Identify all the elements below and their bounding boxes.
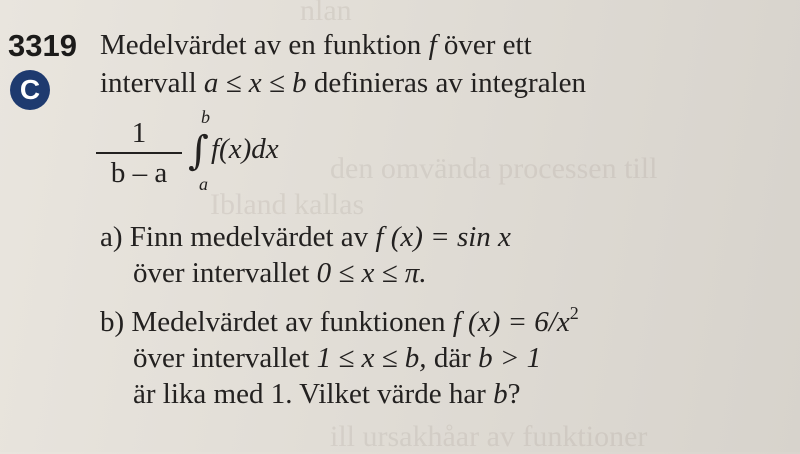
intro-text: Medelvärdet av en funktion bbox=[100, 29, 429, 61]
integral-upper-limit: b bbox=[201, 107, 210, 127]
intro-text: över ett bbox=[436, 29, 532, 61]
integrand: f(x)dx bbox=[211, 133, 279, 165]
intro-text: intervall bbox=[100, 67, 204, 99]
part-b-text: är lika med 1. Vilket värde har bbox=[133, 378, 494, 410]
part-b-text: Medelvärdet av funktionen bbox=[131, 306, 453, 338]
part-a-line-1 bbox=[100, 221, 511, 254]
part-a-line-2 bbox=[133, 257, 427, 290]
part-b-function: f (x) = 6/x bbox=[452, 306, 570, 338]
intro-line-1 bbox=[100, 29, 532, 62]
part-b-variable: b bbox=[493, 378, 508, 410]
part-b-text: ? bbox=[507, 378, 521, 410]
part-a-text: över intervallet bbox=[133, 257, 317, 289]
part-a-interval: 0 ≤ x ≤ π. bbox=[316, 257, 427, 289]
function-symbol: f bbox=[428, 29, 437, 61]
bleed-through-text: ill ursakhåar av funktioner bbox=[330, 420, 648, 453]
part-b-condition: b > 1 bbox=[478, 342, 542, 374]
intro-text: definieras av integralen bbox=[306, 67, 587, 99]
part-a-function: f (x) = sin x bbox=[375, 221, 511, 253]
part-b-text: över intervallet bbox=[133, 342, 317, 374]
bleed-through-text: Ibland kallas bbox=[210, 188, 365, 221]
part-a-text: Finn medelvärdet av bbox=[129, 221, 376, 253]
intro-line-2 bbox=[100, 67, 586, 100]
part-b-line-2 bbox=[133, 342, 541, 375]
fraction bbox=[96, 118, 182, 188]
part-b-text: där bbox=[426, 342, 479, 374]
integral-lower-limit: a bbox=[199, 174, 208, 194]
part-b-interval: 1 ≤ x ≤ b, bbox=[316, 342, 427, 374]
part-b-line-3 bbox=[133, 378, 520, 411]
interval-expression: a ≤ x ≤ b bbox=[203, 67, 307, 99]
problem-number: 3319 bbox=[8, 28, 77, 63]
fraction-bar bbox=[96, 152, 182, 154]
fraction-numerator: 1 bbox=[131, 117, 147, 149]
bleed-through-text: den omvända processen till bbox=[330, 152, 658, 185]
part-b-exponent: 2 bbox=[569, 303, 579, 323]
part-a-label: a) bbox=[100, 221, 123, 253]
difficulty-badge: C bbox=[10, 70, 50, 110]
bleed-through-text: nlan bbox=[300, 0, 352, 27]
integral-sign: ∫ bbox=[188, 128, 209, 174]
fraction-denominator: b – a bbox=[110, 157, 168, 189]
part-b-line-1 bbox=[100, 303, 579, 339]
part-b-label: b) bbox=[100, 306, 125, 338]
